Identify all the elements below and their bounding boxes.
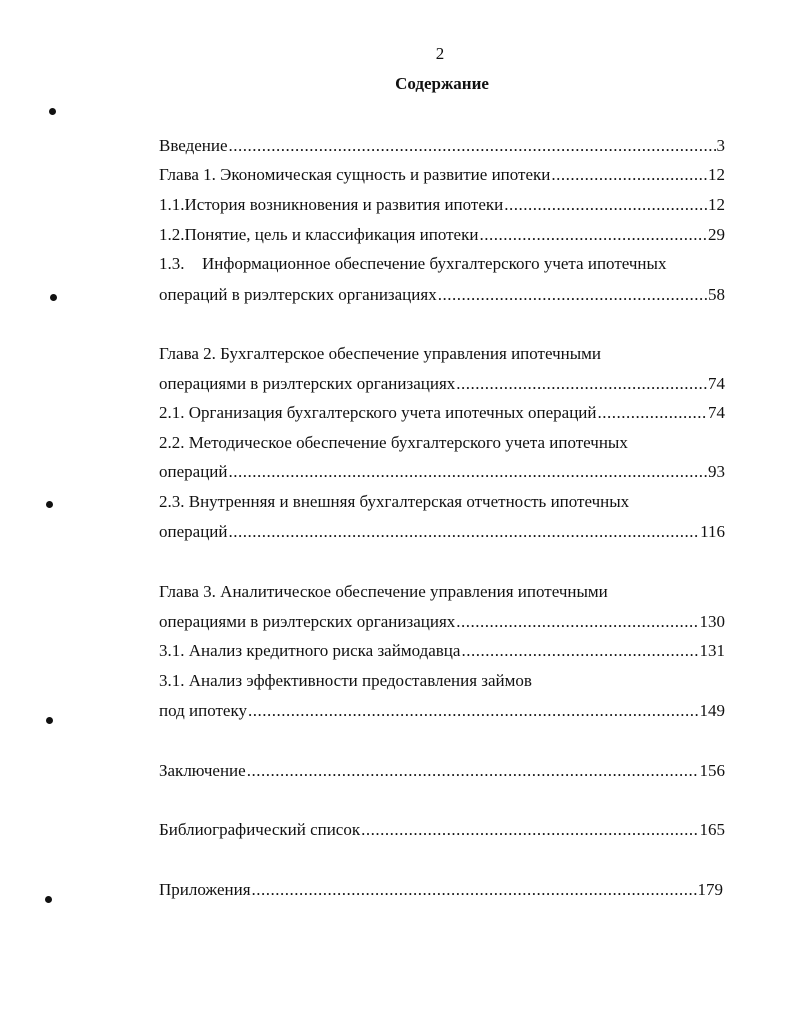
toc-entry-section-1-1[interactable]: 1.1. История возникновения и развития ипотеки ..... 12 <box>159 195 725 217</box>
page-title: Содержание <box>395 74 489 93</box>
toc-entry-section-3-2[interactable]: 3.1. Анализ эффективности предоставления займов <box>159 671 532 690</box>
punch-hole-mark <box>49 108 56 115</box>
toc-entry-section-3-1[interactable]: 3.1. Анализ кредитного риска займодавца ..... 131 <box>159 641 725 663</box>
toc-entry-section-2-3[interactable]: 2.3. Внутренняя и внешняя бухгалтерская отчетность ипотечных <box>159 492 630 511</box>
punch-hole-mark <box>46 501 53 508</box>
toc-entry-chapter-3[interactable]: Глава 3. Аналитическое обеспечение управления ипотечными <box>159 582 608 601</box>
toc-entry-chapter-2-cont[interactable]: операциями в риэлтерских организациях ..... 74 <box>159 374 725 396</box>
toc-entry-section-2-3-cont[interactable]: операций ..... 116 <box>159 522 725 544</box>
toc-entry-chapter-3-cont[interactable]: операциями в риэлтерских организациях ..... 130 <box>159 612 725 634</box>
punch-hole-mark <box>46 717 53 724</box>
toc-entry-section-2-1[interactable]: 2.1. Организация бухгалтерского учета ипотечных операций ..... 74 <box>159 403 725 425</box>
toc-entry-section-2-2[interactable]: 2.2. Методическое обеспечение бухгалтерского учета ипотечных <box>159 433 628 452</box>
toc-entry-appendix[interactable]: Приложения ..... 179 <box>159 880 723 902</box>
toc-entry-bibliography[interactable]: Библиографический список ..... 165 <box>159 820 725 842</box>
toc-entry-section-1-2[interactable]: 1.2. Понятие, цель и классификация ипотеки ..... 29 <box>159 225 725 247</box>
toc-entry-conclusion[interactable]: Заключение ..... 156 <box>159 761 725 783</box>
toc-entry-chapter-1[interactable]: Глава 1. Экономическая сущность и развитие ипотеки ..... 12 <box>159 165 725 187</box>
toc-entry-section-3-2-cont[interactable]: под ипотеку ..... 149 <box>159 701 725 723</box>
toc-entry-chapter-2[interactable]: Глава 2. Бухгалтерское обеспечение управления ипотечными <box>159 344 602 363</box>
punch-hole-mark <box>50 294 57 301</box>
punch-hole-mark <box>45 896 52 903</box>
toc-entry-section-2-2-cont[interactable]: операций ..... 93 <box>159 462 725 484</box>
page-number: 2 <box>435 44 445 63</box>
toc-entry-section-1-3-cont[interactable]: операций в риэлтерских организациях ..... 58 <box>159 285 725 307</box>
toc-entry-intro[interactable]: Введение ..... 3 <box>159 136 725 158</box>
toc-entry-section-1-3[interactable]: 1.3. Информационное обеспечение бухгалтерского учета ипотечных <box>159 254 667 273</box>
